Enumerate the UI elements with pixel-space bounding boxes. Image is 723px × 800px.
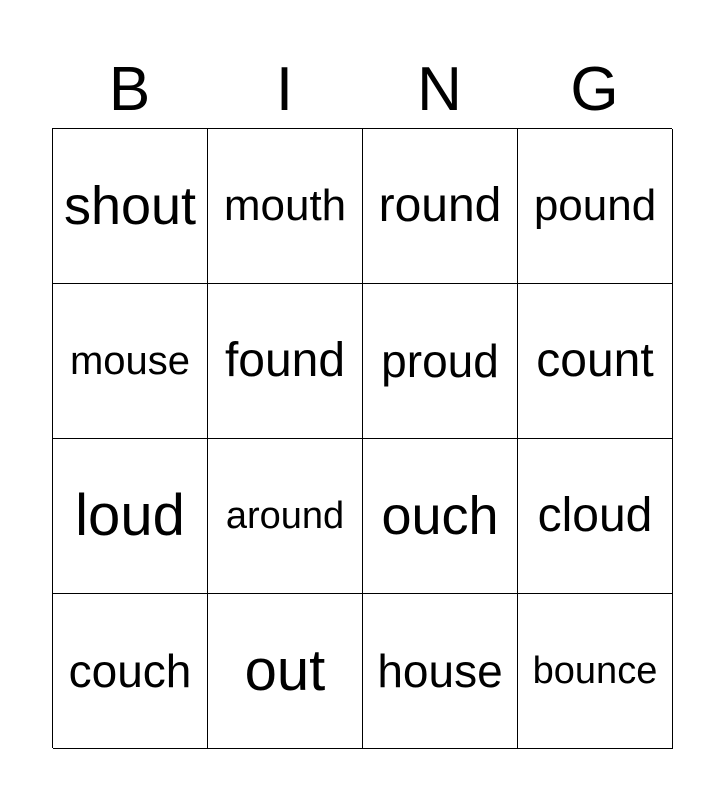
- bingo-cell: out: [208, 594, 363, 749]
- bingo-cell: shout: [53, 129, 208, 284]
- bingo-cell: proud: [363, 284, 518, 439]
- header-letter-n: N: [417, 55, 462, 124]
- bingo-cell: mouth: [208, 129, 363, 284]
- bingo-header: [52, 52, 672, 128]
- header-letter-g: G: [570, 55, 619, 124]
- header-letter-b: B: [108, 55, 151, 124]
- bingo-board: [52, 128, 672, 748]
- bingo-cell: pound: [518, 129, 673, 284]
- bingo-cell: found: [208, 284, 363, 439]
- bingo-cell: ouch: [363, 439, 518, 594]
- header-letter-i: I: [275, 55, 294, 124]
- bingo-cell: bounce: [518, 594, 673, 749]
- bingo-cell: round: [363, 129, 518, 284]
- bingo-cell: cloud: [518, 439, 673, 594]
- bingo-cell: mouse: [53, 284, 208, 439]
- bingo-cell: count: [518, 284, 673, 439]
- bingo-cell: house: [363, 594, 518, 749]
- bingo-cell: loud: [53, 439, 208, 594]
- bingo-cell: around: [208, 439, 363, 594]
- bingo-cell: couch: [53, 594, 208, 749]
